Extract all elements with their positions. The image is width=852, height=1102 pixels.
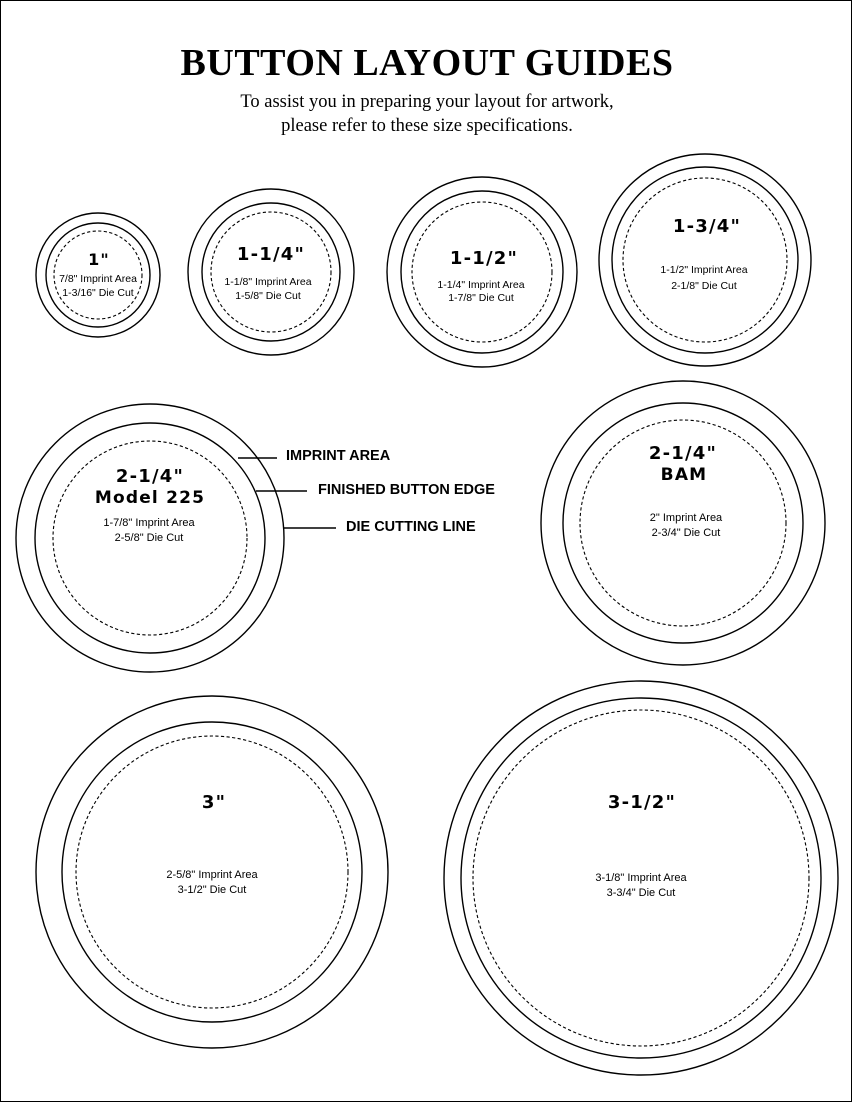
die-cut-spec: 3-1/2" Die Cut (177, 884, 247, 896)
imprint-area-spec: 1-1/2" Imprint Area (660, 264, 748, 276)
imprint-area-circle (412, 202, 552, 342)
imprint-area-spec: 1-1/4" Imprint Area (437, 279, 525, 291)
button-guide-1-inch (36, 213, 160, 337)
button-guide-1-1-2-inch (387, 177, 577, 367)
button-guide-3-1-2-inch (444, 681, 838, 1075)
die-cut-spec: 1-3/16" Die Cut (62, 287, 134, 299)
die-cutting-line-circle (599, 154, 811, 366)
imprint-area-spec: 3-1/8" Imprint Area (595, 872, 687, 884)
button-size-label: 3-1/2" (607, 792, 677, 813)
button-size-label: 3" (201, 792, 227, 813)
die-cut-spec: 2-1/8" Die Cut (671, 280, 737, 292)
button-size-label: 1" (88, 250, 110, 269)
button-size-label: 2-1/4" (115, 466, 185, 487)
button-size-label: 1-1/4" (236, 244, 306, 265)
imprint-area-circle (623, 178, 787, 342)
die-cut-spec: 2-3/4" Die Cut (651, 527, 721, 539)
finished-edge-circle (612, 167, 798, 353)
finished-edge-circle (202, 203, 340, 341)
button-guide-3-inch (36, 696, 388, 1048)
button-model-label: Model 225 (94, 488, 206, 508)
imprint-area-spec: 7/8" Imprint Area (59, 273, 137, 285)
page-title: BUTTON LAYOUT GUIDES (180, 42, 674, 84)
button-size-label: 1-1/2" (449, 248, 519, 269)
imprint-area-callout: IMPRINT AREA (286, 448, 391, 464)
button-size-label: 1-3/4" (672, 216, 742, 237)
die-cutting-line-callout: DIE CUTTING LINE (346, 519, 476, 535)
button-model-label: BAM (660, 465, 708, 485)
die-cut-spec: 3-3/4" Die Cut (606, 887, 676, 899)
imprint-area-spec: 2-5/8" Imprint Area (166, 869, 258, 881)
button-guide-1-3-4-inch (599, 154, 811, 366)
imprint-area-spec: 2" Imprint Area (649, 512, 723, 524)
line-legend (238, 448, 495, 535)
die-cutting-line-circle (188, 189, 354, 355)
die-cut-spec: 1-5/8" Die Cut (235, 290, 301, 302)
button-guide-2-1-4-model-225 (16, 404, 284, 672)
finished-edge-circle (401, 191, 563, 353)
die-cut-spec: 1-7/8" Die Cut (448, 292, 514, 304)
subtitle-line-1: To assist you in preparing your layout for artwork, (240, 92, 614, 112)
button-size-label: 2-1/4" (648, 443, 718, 464)
imprint-area-spec: 1-1/8" Imprint Area (224, 276, 312, 288)
subtitle-line-2: please refer to these size specifications. (281, 116, 573, 136)
die-cutting-line-circle (387, 177, 577, 367)
imprint-area-spec: 1-7/8" Imprint Area (103, 517, 195, 529)
finished-edge-callout: FINISHED BUTTON EDGE (318, 482, 495, 498)
die-cut-spec: 2-5/8" Die Cut (114, 532, 184, 544)
button-guide-2-1-4-bam (541, 381, 825, 665)
button-guide-1-1-4-inch (188, 189, 354, 355)
imprint-area-circle (211, 212, 331, 332)
